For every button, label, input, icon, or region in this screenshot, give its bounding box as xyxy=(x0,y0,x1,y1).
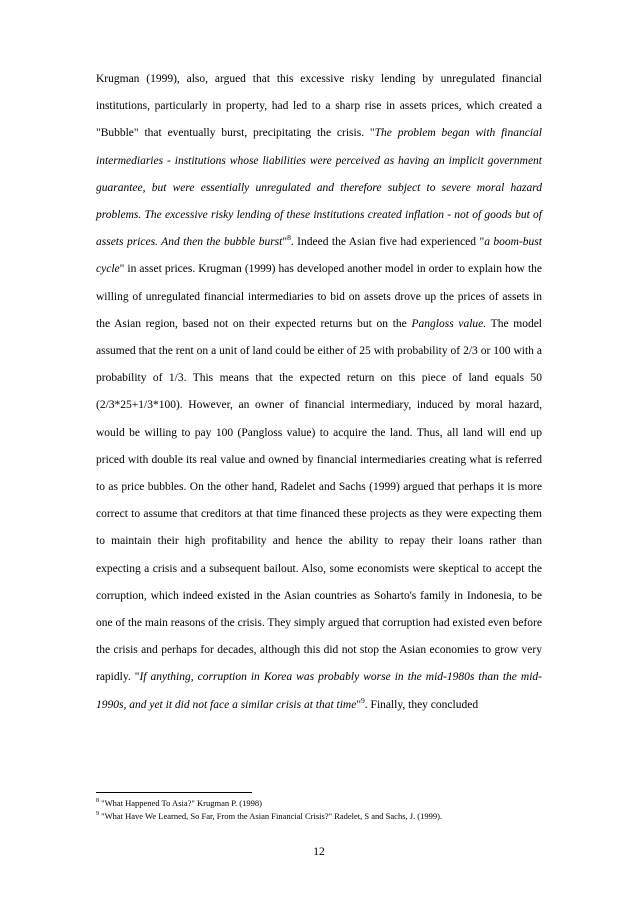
text-run: Krugman (1999), also, argued that this excessive risky lending by unregulated financial institutions, particularly in property, had led to a sharp rise in assets prices, which created a "Bubble" that eventually burst, precipitating the crisis. " xyxy=(96,73,542,140)
footnote-9 xyxy=(96,810,542,823)
footnote-ref-9: 9 xyxy=(361,695,365,705)
text-run: . Indeed the Asian five had experienced " xyxy=(290,236,485,249)
text-run: The model assumed that the rent on a unit of land could be either of 25 with probability of 2/3 or 100 with a probability of 1/3. This means that the expected return on this piece of land equals 50 (2/3*25+1/3*100). However, an owner of financial intermediary, induced by moral hazard, would be willing to pay 100 (Pangloss value) to acquire the land. Thus, all land will end up priced with double its real value and owned by financial intermediaries creating what is referred to as price bubbles. On the other hand, Radelet and Sachs (1999) argued that perhaps it is more correct to assume that creditors at that time financed these projects as they were expecting them to maintain their high profitability and hence the ability to repay their loans rather than expecting a crisis and a subsequent bailout. Also, some economists were skeptical to accept the corruption, which indeed existed in the Asian countries as Soharto's family in Indonesia, to be one of the main reasons of the crisis. They simply argued that corruption had existed even before the crisis and perhaps for decades, although this did not stop the Asian economies to grow very rapidly. " xyxy=(96,317,543,684)
footnote-8 xyxy=(96,797,542,810)
body-paragraph: Krugman (1999), also, argued that this excessive risky lending by unregulated financial institutions, particularly in property, had led to a sharp rise in assets prices, which created a "Bubble" that eventually burst, precipitating the crisis. "The problem began with financial intermediaries - institutions whose liabilities were perceived as having an implicit government guarantee, but were essentially unregulated and therefore subject to severe moral hazard problems. The excessive risky lending of these institutions created inflation - not of goods but of assets prices. And then the bubble burst"$^8$. Indeed the Asian five had experienced "a boom-bust cycle" in asset prices. Krugman (1999) has developed another model in order to explain how the willing of unregulated financial intermediaries to bid on assets drove up the prices of assets in the Asian region, based not on their expected returns but on the Pangloss value. The model assumed that the rent on a unit of land could be either of 25 with probability of 2/3 or 100 with a probability of 1/3. This means that the expected return on this piece of land equals 50 (2/3*25+1/3*100). However, an owner of financial intermediary, induced by moral hazard, would be willing to pay 100 (Pangloss value) to acquire the land. Thus, all land will end up priced with double its real value and owned by financial intermediaries creating what is referred to as price bubbles. On the other hand, Radelet and Sachs (1999) argued that perhaps it is more correct to assume that creditors at that time financed these projects as they were expecting them to maintain their high profitability and hence the ability to repay their loans rather than expecting a crisis and a subsequent bailout. Also, some economists were skeptical to accept the corruption, which indeed existed in the Asian countries as Soharto's family in Indonesia, to be one of the main reasons of the crisis. They simply argued that corruption had existed even before the crisis and perhaps for decades, although this did not stop the Asian economies to grow very rapidly. "If anything, corruption in Korea was probably worse in the mid-1980s than the mid-1990s, and yet it did not face a similar crisis at that time"$^9$. Finally, they concluded xyxy=(96,73,543,711)
footnote-number: 9 xyxy=(96,810,99,817)
footnote-ref-8: 8 xyxy=(287,233,291,243)
term-pangloss: Pangloss value. xyxy=(411,317,487,330)
quote-boom-bust: a boom-bust cycle xyxy=(96,236,542,276)
text-run: " in asset prices. Krugman (1999) has developed another model in order to explain how the willing of unregulated financial intermediaries to bid on assets drove up the prices of assets in the Asian region, based not on their expected returns but on the xyxy=(96,263,542,330)
footnote-number: 8 xyxy=(96,798,99,805)
footnote-text: "What Have We Learned, So Far, From the Asian Financial Crisis?" Radelet, S and Sachs, J. (1999). xyxy=(99,810,443,821)
quote-krugman: The problem began with financial intermediaries - institutions whose liabilities were perceived as having an implicit government guarantee, but were essentially unregulated and therefore subject to severe moral hazard problems. The excessive risky lending of these institutions created inflation - not of goods but of assets prices. And then the bubble burst xyxy=(96,127,542,249)
footnotes xyxy=(96,797,542,822)
quote-radelet-sachs: If anything, corruption in Korea was probably worse in the mid-1980s than the mid-1990s, and yet it did not face a similar crisis at that time xyxy=(96,671,542,711)
text-run: . Finally, they concluded xyxy=(364,698,479,711)
page-number: 12 xyxy=(313,846,325,858)
footnote-text: "What Happened To Asia?" Krugman P. (1998) xyxy=(99,798,262,808)
footnote-divider xyxy=(96,792,252,793)
